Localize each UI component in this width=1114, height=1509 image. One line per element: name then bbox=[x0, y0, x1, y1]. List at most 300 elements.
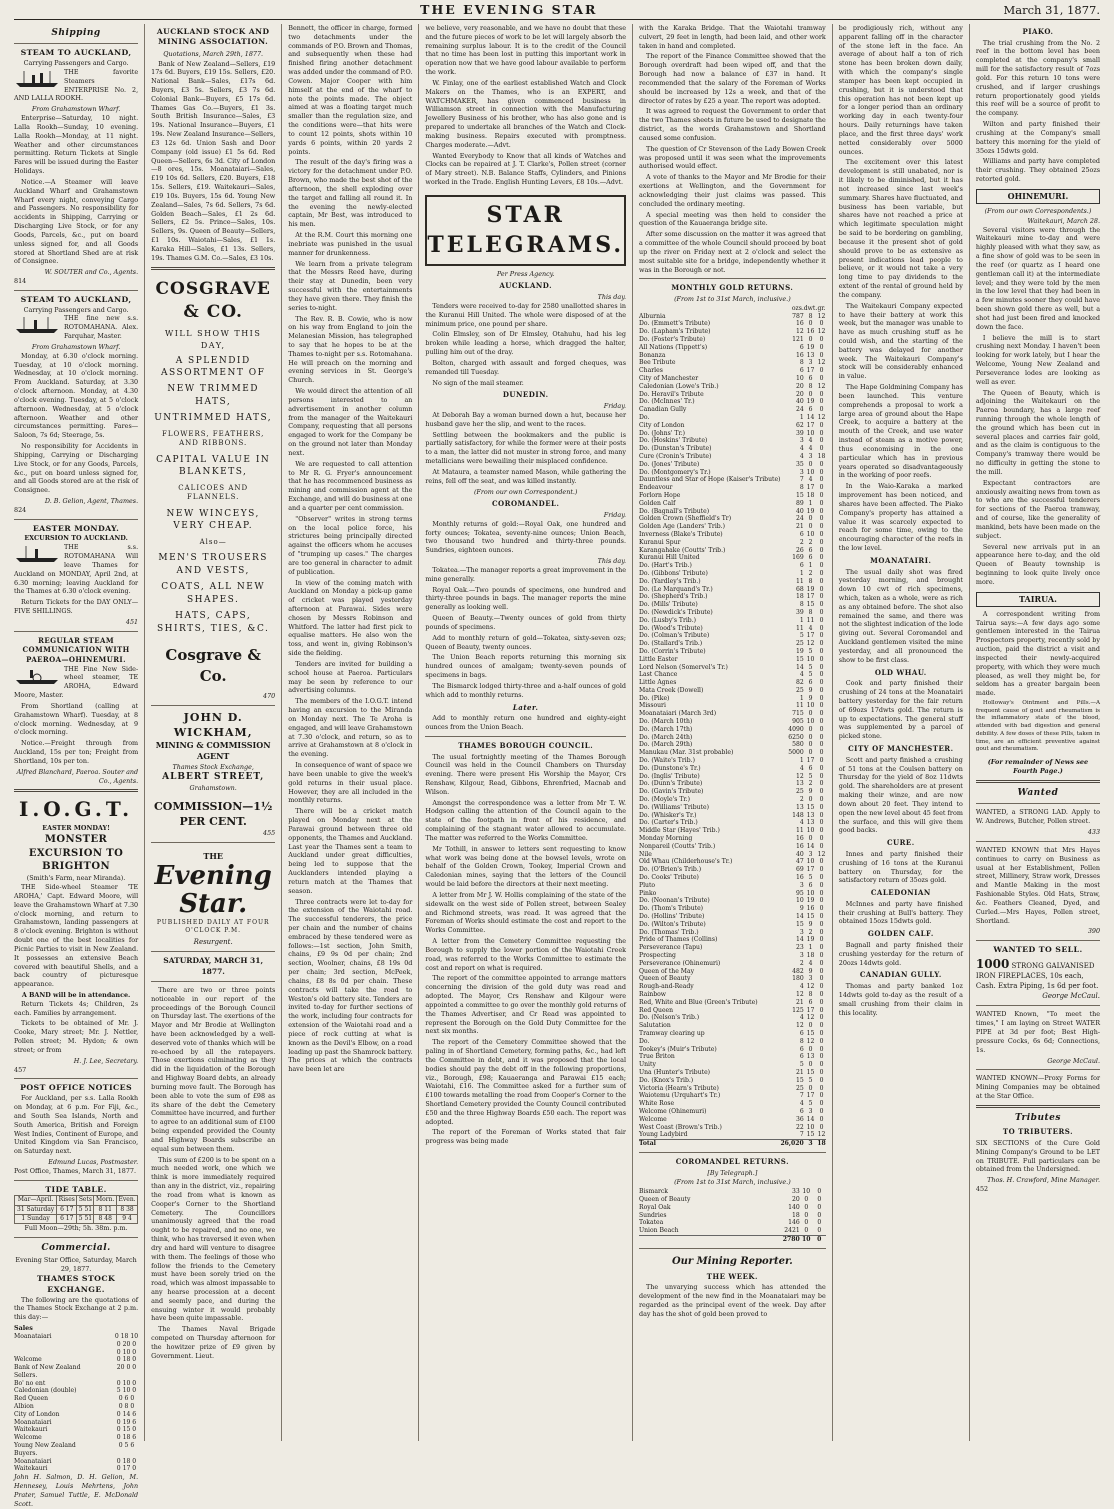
table-label-cell: Perseverance (Ohinemuri) bbox=[639, 959, 721, 967]
divider bbox=[151, 705, 275, 706]
table-value-cell: 0 bbox=[808, 336, 813, 344]
table-value-cell: 6 bbox=[799, 343, 804, 351]
table-label-cell: Cure (Cronin's Tribute) bbox=[639, 452, 712, 460]
mining-paragraph: The trial crushing from the No. 2 reef in the bottom level has been completed at the company's small mill for the satisfactory result of 7ozs gold. For this return 10 tons were crushed, and if larger crushings return proportionately good yields this reef will be a source of profit to the company. bbox=[975, 38, 1101, 118]
table-row bbox=[639, 414, 826, 422]
ad-number: 824 bbox=[14, 505, 27, 514]
table-value-cell: 0 8 0 bbox=[118, 1403, 135, 1411]
table-label-cell: Do. (March 10th) bbox=[639, 718, 693, 726]
table-value-cell: 8 bbox=[808, 990, 813, 998]
table-label-cell: Golden Age (Landers' Trib.) bbox=[639, 523, 725, 531]
table-value-cell: 0 bbox=[808, 515, 813, 523]
table-value-cell: 0 bbox=[819, 1068, 824, 1076]
post-office-notices bbox=[14, 1083, 138, 1175]
divider bbox=[14, 1180, 138, 1181]
table-value-cell: 0 bbox=[819, 913, 824, 920]
ad-signature: George McCaul. bbox=[1047, 1056, 1101, 1065]
table-label-cell: Little Agnes bbox=[639, 679, 677, 687]
table-row bbox=[639, 851, 826, 859]
table-row bbox=[639, 835, 826, 843]
divider bbox=[976, 1005, 1100, 1006]
table-row bbox=[639, 827, 826, 835]
monthly-returns-table bbox=[639, 305, 826, 1148]
ad-body: THE fine new s.s. ROTOMAHANA. Alex. Farquhar, Master. bbox=[64, 314, 139, 341]
table-row bbox=[639, 734, 826, 742]
tide-cell: 1 Sunday bbox=[15, 1214, 57, 1223]
table-label-cell: Lord Nelson (Somervel's Tr.) bbox=[639, 663, 728, 671]
table-value-cell: 0 bbox=[819, 624, 824, 632]
table-value-cell bbox=[93, 1458, 115, 1466]
table-value-cell: 13 bbox=[806, 1053, 815, 1061]
table-value-cell: 6 bbox=[808, 554, 813, 562]
table-value-cell: 6 bbox=[799, 1107, 804, 1115]
commercial-intro: The following are the quotations of the Thames Stock Exchange at 2 p.m. this day:— bbox=[14, 1295, 139, 1322]
table-value-cell: 6 bbox=[808, 998, 813, 1006]
mining-paragraph: The Waitekauri Company expected to have their battery at work this week, but the manager was unable to have as much crushing stuff as he could wish, and the starting of the battery was delayed for another week. The Waitekauri Company's stock will be considerably enhanced in value. bbox=[838, 301, 963, 381]
table-row bbox=[639, 741, 826, 749]
table-value-cell bbox=[93, 1434, 115, 1442]
divider bbox=[151, 842, 275, 843]
table-value-cell: 2 bbox=[808, 538, 813, 546]
tide-col-header: Even. bbox=[116, 1196, 137, 1205]
table-row bbox=[639, 437, 826, 445]
table-value-cell: 0 bbox=[819, 562, 824, 570]
table-value-cell: 0 bbox=[819, 1123, 824, 1131]
table-label-cell: Do. (Moyle's Tr.) bbox=[639, 796, 690, 804]
table-value-cell: 12 bbox=[817, 850, 826, 858]
table-label-cell: Waitekauri bbox=[14, 1465, 48, 1473]
table-value-cell bbox=[93, 1364, 115, 1372]
table-value-cell: 0 bbox=[819, 530, 824, 538]
table-label-cell: Victoria (Hearn's Tribute) bbox=[639, 1084, 719, 1092]
table-value-cell: 0 14 6 bbox=[116, 1410, 137, 1418]
ad-body: THE favorite Steamers ENTERPRISE No. 2, AND LALLA ROOKH. bbox=[14, 67, 139, 103]
table-row bbox=[639, 305, 826, 313]
table-value-cell: 0 bbox=[819, 1076, 824, 1084]
table-value-cell: 62 bbox=[796, 421, 804, 429]
table-value-cell: 19 bbox=[806, 936, 815, 944]
table-value-cell: 0 bbox=[819, 593, 824, 601]
ad-steam-auckland-2 bbox=[14, 295, 138, 515]
table-value-cell: 0 bbox=[819, 983, 824, 991]
cosgrave-line: HATS, CAPS, SHIRTS, TIES, &C. bbox=[156, 611, 270, 634]
table-value-cell: 4 bbox=[808, 437, 813, 445]
news-paragraph: Bennett, the officer in charge, formed two detachments under the commands of P.O. Brown and Thomas, and subsequently when these had finished firing another detachment was added under the command of P.O. Cowen. Major Cooper with him himself at the end of the wharf to note the points made. The object aimed at was a floating target much smaller than the regulation size, and the conditions were—that hits were to count 12 points, shots within 10 yards 6 points, within 20 yards 2 points. bbox=[288, 24, 413, 156]
table-row bbox=[639, 780, 826, 788]
table-value-cell: 0 bbox=[819, 569, 824, 577]
table-label-cell: Do. (Wood's Tribute) bbox=[639, 624, 703, 632]
table-value-cell: 0 bbox=[808, 835, 813, 843]
table-value-cell: 39 bbox=[796, 429, 804, 437]
table-value-cell: 787 bbox=[792, 312, 804, 320]
divider bbox=[151, 267, 275, 270]
table-row bbox=[639, 921, 826, 929]
table-row bbox=[639, 1053, 826, 1061]
editorial-paragraph: This sum of £200 is to be spent on a much needed work, one which we think is more immediately required than any in the district, viz., repairing the road from what is known as Cooper's Corner to the Shortland Cemetery. The Councillors unanimously agreed that the road ought to be repaired, and no one, we think, who has traversed it even when dry and hard will venture to disagree with them. The feelings of those who follow the friends to the Cemetery must have been sorely tried on the road, which was almost impassable to any hearse procession at a decent and seemly pace, and during the ensuing winter it would probably have been quite impassable. bbox=[151, 1155, 276, 1323]
table-value-cell: 10 bbox=[806, 827, 815, 835]
ad-fare: Return Tickets for the DAY ONLY—FIVE SHILLINGS. bbox=[14, 598, 139, 616]
table-value-cell: 8 bbox=[799, 1037, 804, 1045]
table-value-cell: 0 bbox=[819, 640, 824, 648]
table-value-cell: 482 bbox=[792, 967, 804, 975]
table-value-cell: 11 bbox=[796, 577, 804, 585]
tide-moon: Full Moon—29th; 5h. 38m. p.m. bbox=[24, 1224, 128, 1233]
table-value-cell: 18 bbox=[817, 452, 826, 460]
table-row bbox=[639, 461, 826, 469]
ad-times: Enterprise—Saturday, 10 night. Lalla Rookh—Sunday, 10 evening. Lalla Rookh—Monday, at 11 night. Weather and other circumstances permitting. Return Tickets at Single Fares will be issued during the Easter Holidays. bbox=[14, 114, 139, 176]
table-label-cell: Do. (Gibbons' Tribute) bbox=[639, 569, 708, 577]
dateline: Friday. bbox=[603, 510, 626, 519]
table-row bbox=[639, 398, 826, 406]
table-value-cell: 0 bbox=[817, 1227, 822, 1235]
table-label-cell: Do. (Carter's Trib.) bbox=[639, 819, 698, 827]
table-value-cell: 23 bbox=[796, 944, 804, 952]
table-value-cell: 14 bbox=[806, 1115, 815, 1123]
table-value-cell: dwt. bbox=[803, 304, 818, 312]
table-value-cell bbox=[93, 1395, 115, 1403]
mining-paragraph: Innes and party finished their crushing of 16 tons at the Kuranui battery on Thursday, for the satisfactory return of 35ozs gold. bbox=[838, 849, 963, 885]
table-row bbox=[639, 968, 826, 976]
sell-signature: George McCaul. bbox=[1042, 991, 1101, 1000]
table-value-cell: 6 bbox=[799, 1053, 804, 1061]
post-signature: Edmund Lucas, Postmaster. bbox=[48, 1158, 139, 1166]
table-value-cell: 7 bbox=[799, 1131, 804, 1139]
table-value-cell: 14 bbox=[796, 913, 804, 920]
table-row bbox=[639, 617, 826, 625]
table-value-cell: 9 bbox=[808, 788, 813, 796]
table-value-cell: 12 bbox=[796, 990, 804, 998]
table-value-cell: 12 bbox=[817, 328, 826, 336]
table-value-cell: 0 bbox=[808, 390, 813, 398]
table-value-cell: 14 bbox=[806, 842, 815, 850]
table-row bbox=[14, 1411, 138, 1419]
table-value-cell: 20 bbox=[796, 390, 804, 398]
table-label-cell: Perseverance (Tapu) bbox=[639, 944, 703, 952]
table-value-cell: 6 bbox=[808, 881, 813, 889]
table-value-cell: 0 bbox=[819, 959, 824, 967]
table-value-cell: 0 bbox=[819, 499, 824, 507]
tide-cell: 8 38 bbox=[116, 1205, 137, 1214]
table-label-cell: Tookey's (Muir's Tribute) bbox=[639, 1045, 717, 1053]
table-value-cell: 4 bbox=[799, 1014, 804, 1022]
table-value-cell: 0 17 0 bbox=[116, 1465, 137, 1473]
table-value-cell: 10 bbox=[802, 1188, 811, 1196]
table-row bbox=[14, 1403, 138, 1411]
table-value-cell: 11 bbox=[796, 702, 804, 710]
table-value-cell: 2 bbox=[808, 928, 813, 936]
table-value-cell: 15 bbox=[796, 491, 804, 499]
table-value-cell: 3 bbox=[808, 452, 813, 460]
divider bbox=[976, 1105, 1100, 1108]
tributes-signature: Thos. H. Crawford, Mine Manager. bbox=[987, 1176, 1101, 1185]
table-value-cell: 0 20 0 bbox=[116, 1340, 137, 1348]
table-value-cell: 0 bbox=[808, 320, 813, 328]
mining-paragraph: McInnes and party have finished their crushing at Bull's battery. They obtained 15ozs 15dwts gold. bbox=[838, 899, 963, 926]
mine-heading: CALEDONIAN bbox=[870, 888, 931, 898]
table-value-cell: 13 bbox=[796, 780, 804, 788]
table-row bbox=[639, 367, 826, 375]
table-value-cell: 24 bbox=[796, 406, 804, 414]
council-paragraph: A letter from the Cemetery Committee requesting the Borough to supply the lower portion of the Waiotahi Creek road, was referred to the Works Committee to estimate the cost and report on what is required. bbox=[425, 937, 626, 972]
table-value-cell: 0 bbox=[819, 819, 824, 827]
table-value-cell: 0 bbox=[804, 1219, 809, 1227]
table-row bbox=[14, 1395, 138, 1403]
table-value-cell: 4090 bbox=[788, 725, 804, 733]
table-label-cell: Do. (Hart's Trib.) bbox=[639, 562, 692, 570]
table-row bbox=[639, 1204, 826, 1212]
table-row bbox=[639, 523, 826, 531]
table-value-cell: 0 bbox=[819, 515, 824, 523]
wickham-name: JOHN D. WICKHAM, bbox=[173, 711, 253, 740]
table-value-cell: 17 bbox=[806, 367, 815, 375]
table-value-cell: 13 bbox=[806, 351, 815, 359]
table-value-cell: 6 bbox=[799, 1029, 804, 1037]
table-value-cell: 0 bbox=[808, 725, 813, 733]
tide-cell: 8 11 bbox=[94, 1205, 116, 1214]
ad-notice: No responsibility for Accidents in Shipping, Carrying or Discharging Live Stock, or for any Goods, Parcels, &c., put on board unless signed for, and all Goods stored are at the risk of Consignee. bbox=[14, 442, 139, 495]
table-value-cell: 0 bbox=[819, 577, 824, 585]
table-value-cell: 0 bbox=[819, 998, 824, 1006]
table-value-cell: 0 bbox=[819, 375, 824, 383]
table-row bbox=[639, 453, 826, 461]
table-value-cell: 0 bbox=[819, 944, 824, 952]
table-value-cell: 0 bbox=[819, 811, 824, 819]
nameplate-motto: Resurgent. bbox=[193, 937, 233, 946]
table-label-cell: Caledonian (double) bbox=[14, 1387, 77, 1395]
post-heading: POST OFFICE NOTICES bbox=[20, 1083, 133, 1093]
table-value-cell: 0 bbox=[819, 796, 824, 804]
table-row bbox=[14, 1333, 138, 1341]
telegram-paragraph: Monthly returns of gold:—Royal Oak, one hundred and forty ounces; Tokatea, seventy-nine ounces; Union Beach, two thousand two hundred and thirty-three pounds. Sundries, eighteen ounces. bbox=[425, 519, 626, 555]
telegrams-heading: STAR TELEGRAMS. bbox=[425, 195, 626, 266]
table-row bbox=[639, 944, 826, 952]
table-row bbox=[14, 1434, 138, 1442]
table-label-cell: Moanataiari bbox=[14, 1418, 52, 1426]
news-paragraph: Several visitors were through the Waitekauri mine to-day and were highly pleased with what they saw, as a fine show of gold was to be seen in the reef (or quartz as I heard one gentleman call it) at the intermediate level; and they were told by the men in the low level that they had been in a few minutes sooner they could have been shown gold there as well, but a shot had just been fired and knocked down the face. bbox=[975, 225, 1101, 331]
table-value-cell: 0 bbox=[819, 585, 824, 593]
table-row bbox=[639, 1007, 826, 1015]
table-value-cell: 125 bbox=[792, 1006, 804, 1014]
table-label-cell: Welcome bbox=[14, 1434, 42, 1442]
table-value-cell: 15 bbox=[806, 1131, 815, 1139]
table-label-cell: Una (Hunter's Tribute) bbox=[639, 1068, 711, 1076]
table-label-cell: Do. (Yardley's Trib.) bbox=[639, 577, 701, 585]
council-paragraph: with the Karaka Bridge. That the Waiotahi tramway culvert, 29 feet in length, had been laid, and other work taken in hand and completed. bbox=[639, 24, 826, 50]
table-value-cell: 1 bbox=[808, 499, 813, 507]
table-label-cell: Do. (Hollins' Tribute) bbox=[639, 913, 705, 920]
table-row bbox=[639, 710, 826, 718]
table-label-cell: Dauntless and Star of Hope (Kaiser's Tribute) bbox=[639, 476, 781, 484]
table-value-cell: 0 bbox=[819, 351, 824, 359]
table-row bbox=[639, 983, 826, 991]
table-value-cell: 17 bbox=[806, 484, 815, 492]
table-value-cell bbox=[93, 1333, 115, 1341]
table-label-cell: Sundries bbox=[639, 1211, 667, 1219]
tide-table-grid bbox=[14, 1195, 138, 1224]
council-paragraph: A vote of thanks to the Mayor and Mr Brodie for their exertions at Wellington, and the Government for acknowledging their just claims was passed. This concluded the ordinary meeting. bbox=[639, 173, 826, 208]
table-label-cell: Do. (Inglis' Tribute) bbox=[639, 772, 700, 780]
editorial-paragraph: The Thames Naval Brigade competed on Thursday afternoon for the howitzer prize of £9 given by Government. Lieut. bbox=[151, 1325, 276, 1360]
table-value-cell: 0 bbox=[819, 920, 824, 928]
table-value-cell: 18 bbox=[792, 1211, 800, 1219]
news-paragraph: I believe the mill is to start crushing next Monday. I haven't been looking for work lately, but I hear the Welcome, Young New Zealand and Perseverance lodes are looking as well as ever. bbox=[975, 333, 1101, 386]
table-row bbox=[639, 952, 826, 960]
table-value-cell: 0 bbox=[819, 421, 824, 429]
table-value-cell: 17 bbox=[806, 593, 815, 601]
table-label-cell: Tramway clearing up bbox=[639, 1029, 705, 1037]
table-value-cell: 0 bbox=[817, 1211, 822, 1219]
table-label-cell: City of London bbox=[639, 421, 685, 429]
table-row bbox=[639, 796, 826, 804]
table-value-cell: 18 bbox=[796, 593, 804, 601]
mining-paragraph: Thomas and party banked 1oz 14dwts gold to-day as the result of a small crushing from their claim in this locality. bbox=[838, 982, 963, 1017]
council-paragraph: The question of Cr Stevenson of the Lady Bowen Creek was proposed until it was seen what the improvements authorised would effect. bbox=[639, 144, 826, 171]
table-label-cell: Do. (Jones' Tribute) bbox=[639, 460, 700, 468]
masthead bbox=[14, 0, 1100, 20]
table-value-cell: 15 bbox=[806, 601, 815, 609]
table-value-cell: 12 bbox=[806, 1037, 815, 1045]
telegram-paragraph: Queen of Beauty.—Twenty ounces of gold from thirty pounds of specimens. bbox=[425, 614, 626, 631]
table-value-cell: 25 bbox=[796, 1084, 804, 1092]
table-row bbox=[639, 484, 826, 492]
table-value-cell: 0 bbox=[817, 1188, 822, 1196]
table-value-cell: 6 bbox=[799, 367, 804, 375]
table-row bbox=[639, 648, 826, 656]
tide-col-header: Rises bbox=[58, 1196, 75, 1204]
table-row bbox=[639, 1014, 826, 1022]
table-row bbox=[639, 1022, 826, 1030]
table-label-cell: Do. (Whisker's Tr.) bbox=[639, 811, 697, 819]
table-value-cell: 8 bbox=[799, 601, 804, 609]
table-value-cell: 0 bbox=[819, 538, 824, 546]
table-label-cell: Do. (Johns' Tr.) bbox=[639, 429, 686, 437]
table-value-cell: 4 bbox=[799, 671, 804, 679]
table-label-cell: Welcome bbox=[639, 1115, 667, 1123]
table-value-cell: 15 bbox=[806, 1068, 815, 1076]
telegram-paragraph: Colin Elmsley, son of Dr Elmsley, Otahuhu, had his leg broken while leading a horse, which dragged the halter, pulling him out of the dray. bbox=[425, 330, 626, 357]
table-value-cell: 6 bbox=[799, 1045, 804, 1053]
table-total-row bbox=[639, 1236, 826, 1244]
table-value-cell: 0 bbox=[819, 749, 824, 757]
news-paragraph: The result of the day's firing was a victory for the detachment under P.O. Brown, who made the best shot of the afternoon, the shell exploding over the target and falling all round it. In the evening the newly-elected captain, Mr Best, was introduced to his men. bbox=[288, 158, 413, 229]
table-value-cell: 17 bbox=[806, 757, 815, 765]
table-label-cell: Do. Heravil's Tribute bbox=[639, 390, 704, 398]
table-value-cell: 3 bbox=[799, 437, 804, 445]
table-value-cell: 39 bbox=[796, 608, 804, 616]
table-value-cell: 5 bbox=[799, 1061, 804, 1069]
telegram-paragraph: Bolton, charged with assault and forged cheques, was remanded till Tuesday. bbox=[425, 358, 626, 376]
table-label-cell: Waiotemu (Urquhart's Tr.) bbox=[639, 1092, 721, 1100]
table-value-cell: 0 bbox=[819, 523, 824, 531]
table-value-cell: 10 bbox=[800, 1236, 813, 1244]
table-label-cell: Nile bbox=[639, 850, 652, 858]
table-label-cell: Queen of Beauty bbox=[639, 975, 691, 983]
tide-cell: 8 48 bbox=[94, 1214, 116, 1223]
table-value-cell: 3 bbox=[799, 881, 804, 889]
table-row bbox=[639, 625, 826, 633]
table-row bbox=[639, 1188, 826, 1196]
table-value-cell: 0 bbox=[819, 601, 824, 609]
editorial-dateline: SATURDAY, MARCH 31, 1877. bbox=[163, 956, 264, 976]
tide-cell: 5 51 bbox=[78, 1205, 93, 1213]
table-value-cell: 0 bbox=[819, 835, 824, 843]
table-value-cell: 12 bbox=[806, 640, 815, 648]
table-value-cell: 8 bbox=[808, 577, 813, 585]
table-value-cell: 146 bbox=[788, 1219, 800, 1227]
table-value-cell: 6 bbox=[808, 406, 813, 414]
table-value-cell: 2 bbox=[799, 796, 804, 804]
table-row bbox=[639, 586, 826, 594]
table-value-cell: 0 bbox=[819, 647, 824, 655]
table-label-cell: Nonpareil (Coutts' Trib.) bbox=[639, 842, 716, 850]
table-value-cell: 0 bbox=[819, 437, 824, 445]
table-value-cell: 16 bbox=[796, 874, 804, 882]
dateline: Waitekauri, March 28. bbox=[1027, 216, 1101, 225]
table-value-cell: 0 18 0 bbox=[116, 1457, 137, 1465]
tairua-heading: TAIRUA. bbox=[976, 592, 1100, 607]
coromandel-returns-table bbox=[639, 1188, 826, 1244]
mine-heading: PIAKO. bbox=[1022, 27, 1054, 36]
table-row bbox=[639, 539, 826, 547]
table-label-cell bbox=[639, 1236, 778, 1244]
table-row bbox=[14, 1356, 138, 1364]
telegrams-agency: Per Press Agency. bbox=[496, 269, 555, 278]
news-paragraph: The members of the I.O.G.T. intend having an excursion to the Miranda on Monday next. The Te Aroha is engaged, and will leave Grahamstown at 7.30 o'clock, and return, so as to arrive at Grahamstown at 8 o'clock in the evening. bbox=[288, 697, 413, 759]
ad-number: 470 bbox=[263, 692, 276, 701]
masthead-title: THE EVENING STAR bbox=[420, 2, 598, 17]
table-value-cell: 3 bbox=[799, 951, 804, 959]
ad-number: 451 bbox=[125, 617, 139, 626]
table-label-cell: Bank of New Zealand bbox=[14, 1364, 81, 1372]
sell-quantity: 1000 bbox=[975, 956, 1010, 971]
table-row bbox=[639, 765, 826, 773]
table-row bbox=[639, 671, 826, 679]
table-row bbox=[639, 640, 826, 648]
table-row bbox=[14, 1426, 138, 1434]
table-value-cell: 13 bbox=[806, 811, 815, 819]
table-value-cell: 15 bbox=[796, 655, 804, 663]
mine-heading: CURE. bbox=[886, 838, 915, 848]
table-value-cell: 5 10 0 bbox=[116, 1387, 137, 1395]
table-value-cell: 14 bbox=[796, 936, 804, 944]
table-value-cell: 2421 bbox=[784, 1227, 800, 1235]
cosgrave-line: CAPITAL VALUE IN BLANKETS, bbox=[156, 454, 271, 478]
iogt-place: (Smith's Farm, near Miranda). bbox=[26, 874, 126, 883]
table-value-cell: 0 10 0 bbox=[116, 1379, 137, 1387]
telegram-paragraph: Add to monthly return one hundred and eighty-eight ounces from the Union Beach. bbox=[425, 714, 626, 732]
table-label-cell: Tokatea bbox=[639, 1219, 664, 1227]
table-label-cell: Do. (Noonan's Tribute) bbox=[639, 897, 710, 905]
table-value-cell: 0 bbox=[819, 663, 824, 671]
tributes-ad: SIX SECTIONS of the Cure Gold Mining Company's Ground to be LET on TRIBUTE. Full particulars can be obtained from the Undersigned. bbox=[975, 1138, 1101, 1174]
tributes-sub: TO TRIBUTERS. bbox=[1002, 1127, 1074, 1137]
table-value-cell: 69 bbox=[796, 866, 804, 874]
column-4 bbox=[418, 24, 632, 1441]
table-value-cell: 0 bbox=[819, 468, 824, 476]
table-value-cell: 6250 bbox=[788, 733, 804, 741]
table-value-cell: 5 bbox=[808, 874, 813, 882]
table-label-cell: Do. Cooks' Tribute) bbox=[639, 874, 699, 882]
table-label-cell: Bo' no ent bbox=[14, 1379, 46, 1387]
table-value-cell: 2 bbox=[799, 959, 804, 967]
table-value-cell: 12 bbox=[806, 1014, 815, 1022]
table-value-cell: 180 bbox=[792, 975, 804, 983]
table-row bbox=[639, 383, 826, 391]
table-value-cell: 169 bbox=[792, 554, 804, 562]
table-value-cell: 40 bbox=[796, 850, 804, 858]
table-value-cell: 6 bbox=[808, 546, 813, 554]
table-label-cell: Monday Morning bbox=[639, 835, 693, 843]
